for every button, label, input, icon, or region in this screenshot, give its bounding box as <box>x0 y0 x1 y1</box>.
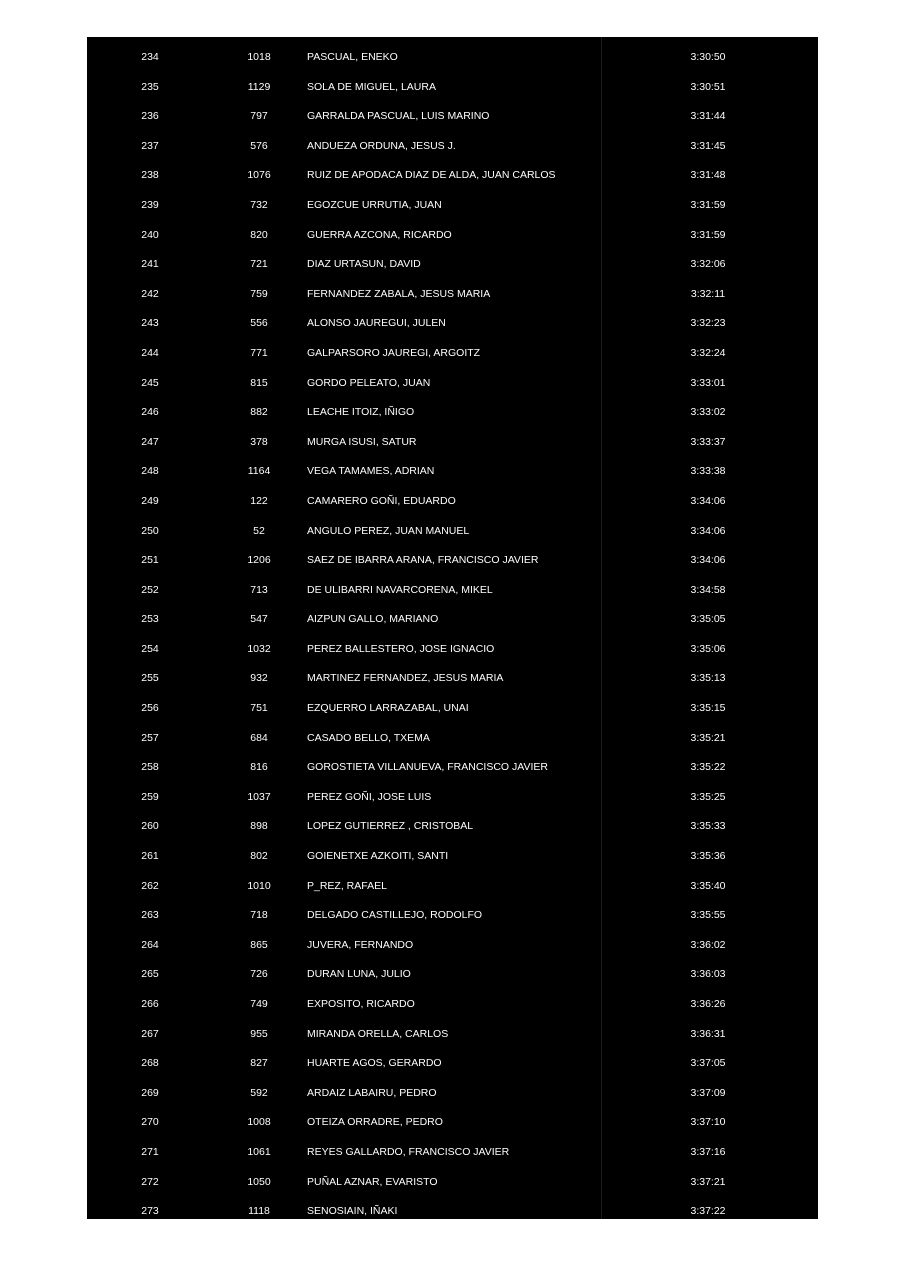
bib-number-cell: 882 <box>250 406 268 419</box>
finish-time-cell: 3:31:44 <box>690 110 726 123</box>
runner-name-cell: EGOZCUE URRUTIA, JUAN <box>307 198 442 211</box>
position-cell: 251 <box>141 554 159 567</box>
position-cell: 247 <box>141 435 159 448</box>
table-row <box>87 428 818 458</box>
finish-time-cell: 3:34:58 <box>690 583 726 596</box>
bib-number-cell: 898 <box>250 820 268 833</box>
finish-time-cell: 3:35:40 <box>690 879 726 892</box>
bib-number-cell: 816 <box>250 761 268 774</box>
position-cell: 260 <box>141 820 159 833</box>
bib-number-cell: 726 <box>250 968 268 981</box>
table-row <box>87 457 818 487</box>
table-row <box>87 73 818 103</box>
position-cell: 253 <box>141 613 159 626</box>
runner-name-cell: DURAN LUNA, JULIO <box>307 968 411 981</box>
finish-time-cell: 3:33:37 <box>690 435 726 448</box>
position-cell: 237 <box>141 139 159 152</box>
bib-number-cell: 820 <box>250 228 268 241</box>
runner-name-cell: ARDAIZ LABAIRU, PEDRO <box>307 1086 437 1099</box>
runner-name-cell: LEACHE ITOIZ, IÑIGO <box>307 406 415 419</box>
bib-number-cell: 815 <box>250 376 268 389</box>
position-cell: 250 <box>141 524 159 537</box>
finish-time-cell: 3:35:55 <box>690 909 726 922</box>
position-cell: 258 <box>141 761 159 774</box>
table-row <box>87 783 818 813</box>
runner-name-cell: ANDUEZA ORDUNA, JESUS J. <box>307 139 456 152</box>
finish-time-cell: 3:36:02 <box>690 938 726 951</box>
finish-time-cell: 3:32:24 <box>690 346 726 359</box>
runner-name-cell: DIAZ URTASUN, DAVID <box>307 258 421 271</box>
bib-number-cell: 827 <box>250 1057 268 1070</box>
position-cell: 239 <box>141 198 159 211</box>
position-cell: 265 <box>141 968 159 981</box>
table-row <box>87 132 818 162</box>
position-cell: 267 <box>141 1027 159 1040</box>
table-row <box>87 102 818 132</box>
runner-name-cell: ANGULO PEREZ, JUAN MANUEL <box>307 524 470 537</box>
position-cell: 259 <box>141 790 159 803</box>
position-cell: 245 <box>141 376 159 389</box>
runner-name-cell: GUERRA AZCONA, RICARDO <box>307 228 452 241</box>
position-cell: 262 <box>141 879 159 892</box>
position-cell: 246 <box>141 406 159 419</box>
position-cell: 269 <box>141 1086 159 1099</box>
position-cell: 249 <box>141 494 159 507</box>
position-cell: 256 <box>141 702 159 715</box>
bib-number-cell: 378 <box>250 435 268 448</box>
runner-name-cell: VEGA TAMAMES, ADRIAN <box>307 465 435 478</box>
finish-time-cell: 3:31:59 <box>690 228 726 241</box>
bib-number-cell: 547 <box>250 613 268 626</box>
runner-name-cell: GOROSTIETA VILLANUEVA, FRANCISCO JAVIER <box>307 761 548 774</box>
runner-name-cell: OTEIZA ORRADRE, PEDRO <box>307 1116 443 1129</box>
bib-number-cell: 759 <box>250 287 268 300</box>
position-cell: 255 <box>141 672 159 685</box>
runner-name-cell: REYES GALLARDO, FRANCISCO JAVIER <box>307 1145 510 1158</box>
table-row <box>87 1197 818 1219</box>
bib-number-cell: 576 <box>250 139 268 152</box>
bib-number-cell: 1032 <box>247 642 271 655</box>
finish-time-cell: 3:34:06 <box>690 524 726 537</box>
finish-time-cell: 3:33:38 <box>690 465 726 478</box>
position-cell: 238 <box>141 169 159 182</box>
bib-number-cell: 1061 <box>247 1145 271 1158</box>
table-row <box>87 161 818 191</box>
table-row <box>87 546 818 576</box>
runner-name-cell: SENOSIAIN, IÑAKI <box>307 1205 398 1218</box>
finish-time-cell: 3:30:51 <box>690 80 726 93</box>
bib-number-cell: 732 <box>250 198 268 211</box>
runner-name-cell: SAEZ DE IBARRA ARANA, FRANCISCO JAVIER <box>307 554 539 567</box>
runner-name-cell: GALPARSORO JAUREGI, ARGOITZ <box>307 346 481 359</box>
table-row <box>87 369 818 399</box>
position-cell: 244 <box>141 346 159 359</box>
runner-name-cell: PUÑAL AZNAR, EVARISTO <box>307 1175 438 1188</box>
position-cell: 266 <box>141 998 159 1010</box>
runner-name-cell: RUIZ DE APODACA DIAZ DE ALDA, JUAN CARLOS <box>307 169 556 182</box>
bib-number-cell: 955 <box>250 1027 268 1040</box>
table-row <box>87 635 818 665</box>
runner-name-cell: GARRALDA PASCUAL, LUIS MARINO <box>307 110 490 123</box>
bib-number-cell: 1206 <box>247 554 271 567</box>
position-cell: 252 <box>141 583 159 596</box>
position-cell: 235 <box>141 80 159 93</box>
position-cell: 264 <box>141 938 159 951</box>
table-row <box>87 872 818 902</box>
finish-time-cell: 3:35:25 <box>690 790 726 803</box>
position-cell: 243 <box>141 317 159 330</box>
bib-number-cell: 1018 <box>247 51 271 63</box>
table-row <box>87 1049 818 1079</box>
position-cell: 270 <box>141 1116 159 1129</box>
bib-number-cell: 1008 <box>247 1116 271 1129</box>
finish-time-cell: 3:37:21 <box>690 1175 726 1188</box>
position-cell: 268 <box>141 1057 159 1070</box>
table-row <box>87 990 818 1020</box>
finish-time-cell: 3:36:26 <box>690 998 726 1010</box>
table-row <box>87 605 818 635</box>
runner-name-cell: PEREZ BALLESTERO, JOSE IGNACIO <box>307 642 495 655</box>
results-table <box>87 37 818 1219</box>
table-row <box>87 960 818 990</box>
table-row <box>87 398 818 428</box>
bib-number-cell: 556 <box>250 317 268 330</box>
table-row <box>87 43 818 73</box>
finish-time-cell: 3:31:48 <box>690 169 726 182</box>
runner-name-cell: MARTINEZ FERNANDEZ, JESUS MARIA <box>307 672 504 685</box>
bib-number-cell: 751 <box>250 702 268 715</box>
bib-number-cell: 684 <box>250 731 268 744</box>
table-row <box>87 280 818 310</box>
finish-time-cell: 3:37:22 <box>690 1205 726 1218</box>
runner-name-cell: GORDO PELEATO, JUAN <box>307 376 431 389</box>
runner-name-cell: MURGA ISUSI, SATUR <box>307 435 417 448</box>
table-row <box>87 517 818 547</box>
finish-time-cell: 3:35:06 <box>690 642 726 655</box>
runner-name-cell: DE ULIBARRI NAVARCORENA, MIKEL <box>307 583 493 596</box>
runner-name-cell: GOIENETXE AZKOITI, SANTI <box>307 850 449 863</box>
bib-number-cell: 718 <box>250 909 268 922</box>
table-row <box>87 842 818 872</box>
position-cell: 241 <box>141 258 159 271</box>
bib-number-cell: 1118 <box>248 1205 270 1218</box>
finish-time-cell: 3:32:11 <box>690 287 726 300</box>
position-cell: 273 <box>141 1205 159 1218</box>
bib-number-cell: 1129 <box>247 80 271 93</box>
runner-name-cell: LOPEZ GUTIERREZ , CRISTOBAL <box>307 820 474 833</box>
runner-name-cell: CAMARERO GOÑI, EDUARDO <box>307 494 456 507</box>
finish-time-cell: 3:31:59 <box>690 198 726 211</box>
finish-time-cell: 3:35:15 <box>690 702 726 715</box>
bib-number-cell: 749 <box>250 998 268 1010</box>
bib-number-cell: 802 <box>250 850 268 863</box>
runner-name-cell: PASCUAL, ENEKO <box>307 51 398 63</box>
finish-time-cell: 3:35:21 <box>690 731 726 744</box>
table-row <box>87 1138 818 1168</box>
finish-time-cell: 3:30:50 <box>690 51 726 63</box>
table-row <box>87 812 818 842</box>
table-row <box>87 191 818 221</box>
table-row <box>87 931 818 961</box>
bib-number-cell: 1164 <box>247 465 271 478</box>
finish-time-cell: 3:35:13 <box>690 672 726 685</box>
finish-time-cell: 3:33:02 <box>690 406 726 419</box>
position-cell: 261 <box>141 850 159 863</box>
table-row <box>87 753 818 783</box>
table-row <box>87 487 818 517</box>
runner-name-cell: HUARTE AGOS, GERARDO <box>307 1057 442 1070</box>
position-cell: 263 <box>141 909 159 922</box>
runner-name-cell: EXPOSITO, RICARDO <box>307 998 415 1010</box>
runner-name-cell: EZQUERRO LARRAZABAL, UNAI <box>307 702 469 715</box>
finish-time-cell: 3:37:16 <box>690 1145 726 1158</box>
table-row <box>87 1108 818 1138</box>
finish-time-cell: 3:35:22 <box>690 761 726 774</box>
bib-number-cell: 771 <box>250 346 268 359</box>
position-cell: 272 <box>141 1175 159 1188</box>
bib-number-cell: 122 <box>250 494 268 507</box>
runner-name-cell: DELGADO CASTILLEJO, RODOLFO <box>307 909 483 922</box>
finish-time-cell: 3:34:06 <box>690 554 726 567</box>
finish-time-cell: 3:37:05 <box>690 1057 726 1070</box>
runner-name-cell: FERNANDEZ ZABALA, JESUS MARIA <box>307 287 491 300</box>
position-cell: 234 <box>141 51 159 63</box>
finish-time-cell: 3:34:06 <box>690 494 726 507</box>
results-rows <box>87 43 818 1219</box>
position-cell: 271 <box>141 1145 159 1158</box>
table-row <box>87 309 818 339</box>
finish-time-cell: 3:32:23 <box>690 317 726 330</box>
table-row <box>87 221 818 251</box>
bib-number-cell: 52 <box>253 524 265 537</box>
bib-number-cell: 932 <box>250 672 268 685</box>
finish-time-cell: 3:36:03 <box>690 968 726 981</box>
bib-number-cell: 592 <box>250 1086 268 1099</box>
table-row <box>87 576 818 606</box>
table-row <box>87 1079 818 1109</box>
bib-number-cell: 1050 <box>247 1175 271 1188</box>
table-row <box>87 339 818 369</box>
table-row <box>87 1020 818 1050</box>
position-cell: 248 <box>141 465 159 478</box>
position-cell: 240 <box>141 228 159 241</box>
runner-name-cell: ALONSO JAUREGUI, JULEN <box>307 317 446 330</box>
table-row <box>87 901 818 931</box>
bib-number-cell: 721 <box>250 258 268 271</box>
bib-number-cell: 865 <box>250 938 268 951</box>
position-cell: 254 <box>141 642 159 655</box>
finish-time-cell: 3:33:01 <box>690 376 726 389</box>
runner-name-cell: CASADO BELLO, TXEMA <box>307 731 430 744</box>
bib-number-cell: 797 <box>250 110 268 123</box>
finish-time-cell: 3:35:33 <box>690 820 726 833</box>
finish-time-cell: 3:35:36 <box>690 850 726 863</box>
finish-time-cell: 3:36:31 <box>690 1027 726 1040</box>
runner-name-cell: JUVERA, FERNANDO <box>307 938 414 951</box>
bib-number-cell: 1010 <box>247 879 271 892</box>
table-row <box>87 664 818 694</box>
bib-number-cell: 1037 <box>247 790 271 803</box>
finish-time-cell: 3:32:06 <box>690 258 726 271</box>
table-row <box>87 250 818 280</box>
bib-number-cell: 713 <box>250 583 268 596</box>
table-row <box>87 694 818 724</box>
runner-name-cell: AIZPUN GALLO, MARIANO <box>307 613 439 626</box>
finish-time-cell: 3:31:45 <box>690 139 726 152</box>
bib-number-cell: 1076 <box>247 169 271 182</box>
position-cell: 236 <box>141 110 159 123</box>
finish-time-cell: 3:37:09 <box>690 1086 726 1099</box>
position-cell: 257 <box>141 731 159 744</box>
position-cell: 242 <box>141 287 159 300</box>
runner-name-cell: MIRANDA ORELLA, CARLOS <box>307 1027 449 1040</box>
finish-time-cell: 3:35:05 <box>690 613 726 626</box>
runner-name-cell: PEREZ GOÑI, JOSE LUIS <box>307 790 432 803</box>
runner-name-cell: P_REZ, RAFAEL <box>307 879 387 892</box>
table-row <box>87 724 818 754</box>
finish-time-cell: 3:37:10 <box>690 1116 726 1129</box>
runner-name-cell: SOLA DE MIGUEL, LAURA <box>307 80 436 93</box>
table-row <box>87 1168 818 1198</box>
